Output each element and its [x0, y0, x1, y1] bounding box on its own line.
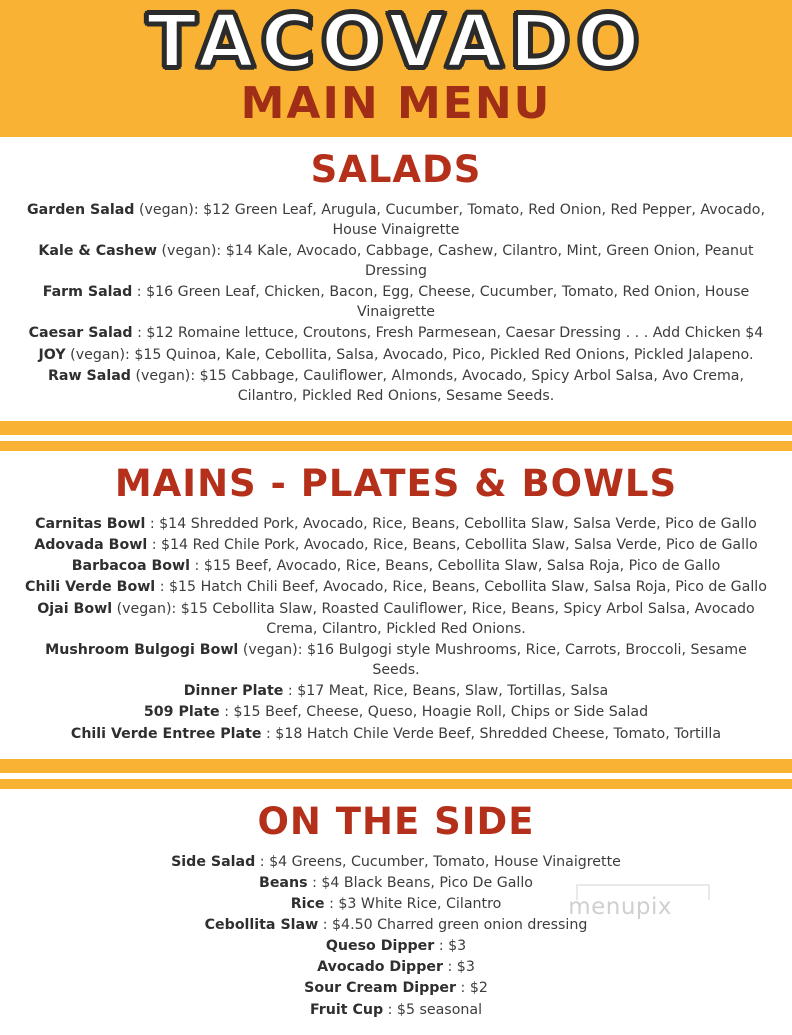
- item-name: Side Salad: [171, 853, 256, 870]
- menu-item: [22, 957, 770, 977]
- sides-item-list: [10, 852, 782, 1020]
- item-description: : $4 Greens, Cucumber, Tomato, House Vinaigrette: [259, 853, 621, 870]
- item-description: : $15 Beef, Avocado, Rice, Beans, Cebollita Slaw, Salsa Roja, Pico de Gallo: [194, 558, 721, 575]
- menu-item: [22, 514, 770, 534]
- item-description: : $17 Meat, Rice, Beans, Slaw, Tortillas, Salsa: [287, 683, 609, 700]
- section-mains: [0, 451, 792, 759]
- item-description: : $14 Red Chile Pork, Avocado, Rice, Beans, Cebollita Slaw, Salsa Verde, Pico de Gallo: [151, 537, 758, 554]
- item-name: 509 Plate: [143, 704, 220, 721]
- menu-subtitle: MAIN MENU: [240, 77, 552, 129]
- item-description: (vegan): $15 Cebollita Slaw, Roasted Cauliflower, Rice, Beans, Spicy Arbol Salsa, Avocado Crema, Cilantro, Pickled Red Onions.: [116, 600, 755, 637]
- divider-band: [0, 441, 792, 451]
- divider-band: [0, 759, 792, 773]
- item-name: Barbacoa Bowl: [71, 558, 191, 575]
- watermark-text: menupix: [568, 894, 672, 920]
- section-title-mains: MAINS - PLATES & BOWLS: [114, 462, 678, 506]
- menu-item: [22, 241, 770, 281]
- item-name: Beans: [259, 874, 308, 891]
- menu-item: [22, 640, 770, 680]
- restaurant-name: TACOVADO: [146, 0, 646, 85]
- divider-band: [0, 421, 792, 435]
- item-name: Cebollita Slaw: [204, 916, 319, 933]
- item-name: Fruit Cup: [309, 1001, 384, 1018]
- item-description: : $15 Beef, Cheese, Queso, Hoagie Roll, Chips or Side Salad: [224, 704, 649, 721]
- item-name: Sour Cream Dipper: [304, 980, 457, 997]
- item-description: : $2: [460, 980, 488, 997]
- item-description: : $3: [438, 938, 467, 955]
- item-name: Farm Salad: [42, 284, 133, 301]
- item-name: Queso Dipper: [325, 938, 435, 955]
- menu-item: [22, 599, 770, 639]
- item-description: : $4 Black Beans, Pico De Gallo: [312, 874, 533, 891]
- item-description: : $18 Hatch Chile Verde Beef, Shredded Cheese, Tomato, Tortilla: [266, 725, 722, 742]
- menu-item: [22, 282, 770, 322]
- item-name: Rice: [290, 895, 325, 912]
- menu-item: [22, 577, 770, 597]
- menu-item: [22, 535, 770, 555]
- item-name: Raw Salad: [48, 367, 131, 384]
- item-description: : $14 Shredded Pork, Avocado, Rice, Beans, Cebollita Slaw, Salsa Verde, Pico de Gallo: [149, 515, 757, 532]
- section-title-salads: SALADS: [310, 147, 482, 191]
- menu-header: [0, 0, 792, 137]
- menu-item: [22, 978, 770, 998]
- item-description: : $12 Romaine lettuce, Croutons, Fresh Parmesean, Caesar Dressing . . . Add Chicken $4: [137, 325, 764, 342]
- divider-band: [0, 779, 792, 789]
- item-name: Adovada Bowl: [34, 537, 148, 554]
- item-description: : $3 White Rice, Cilantro: [329, 895, 502, 912]
- item-name: Carnitas Bowl: [35, 515, 146, 532]
- mains-item-list: [10, 514, 782, 744]
- menu-item: [22, 366, 770, 406]
- menu-item: [22, 556, 770, 576]
- salads-item-list: [10, 200, 782, 407]
- item-description: : $15 Hatch Chili Beef, Avocado, Rice, Beans, Cebollita Slaw, Salsa Roja, Pico de Gallo: [159, 579, 767, 596]
- item-name: Mushroom Bulgogi Bowl: [45, 641, 239, 658]
- menu-item: [22, 936, 770, 956]
- item-name: Chili Verde Bowl: [25, 579, 156, 596]
- item-description: : $5 seasonal: [387, 1001, 483, 1018]
- item-description: (vegan): $16 Bulgogi style Mushrooms, Rice, Carrots, Broccoli, Sesame Seeds.: [242, 641, 747, 679]
- menu-item: [22, 345, 770, 365]
- watermark-frame: [576, 884, 710, 900]
- menu-item: [22, 323, 770, 343]
- menu-item: [22, 200, 770, 240]
- item-description: (vegan): $14 Kale, Avocado, Cabbage, Cashew, Cilantro, Mint, Green Onion, Peanut Dressing: [161, 242, 754, 280]
- item-description: : $4.50 Charred green onion dressing: [322, 916, 588, 933]
- item-name: Caesar Salad: [28, 325, 133, 342]
- section-sides: [0, 789, 792, 1035]
- section-title-sides: ON THE SIDE: [257, 799, 535, 843]
- item-name: Avocado Dipper: [317, 959, 443, 976]
- item-name: Dinner Plate: [183, 683, 284, 700]
- item-name: JOY: [38, 346, 66, 363]
- item-name: Garden Salad: [27, 201, 135, 218]
- menu-item: [22, 724, 770, 744]
- menu-item: [22, 702, 770, 722]
- watermark: [568, 894, 672, 920]
- item-description: (vegan): $12 Green Leaf, Arugula, Cucumber, Tomato, Red Onion, Red Pepper, Avocado, House Vinaigrette: [138, 201, 765, 238]
- item-description: (vegan): $15 Cabbage, Cauliflower, Almonds, Avocado, Spicy Arbol Salsa, Avo Crema, Cilantro, Pickled Red Onions, Sesame Seeds.: [135, 367, 744, 404]
- item-description: : $3: [447, 959, 475, 976]
- menu-item: [22, 1000, 770, 1020]
- section-salads: [0, 137, 792, 421]
- item-name: Chili Verde Entree Plate: [70, 725, 262, 742]
- item-name: Ojai Bowl: [37, 600, 113, 617]
- menu-item: [22, 852, 770, 872]
- item-description: (vegan): $15 Quinoa, Kale, Cebollita, Salsa, Avocado, Pico, Pickled Red Onions, Pickled Jalapeno.: [70, 346, 754, 363]
- item-name: Kale & Cashew: [38, 242, 157, 259]
- item-description: : $16 Green Leaf, Chicken, Bacon, Egg, Cheese, Cucumber, Tomato, Red Onion, House Vinaigrette: [136, 284, 750, 321]
- menu-item: [22, 681, 770, 701]
